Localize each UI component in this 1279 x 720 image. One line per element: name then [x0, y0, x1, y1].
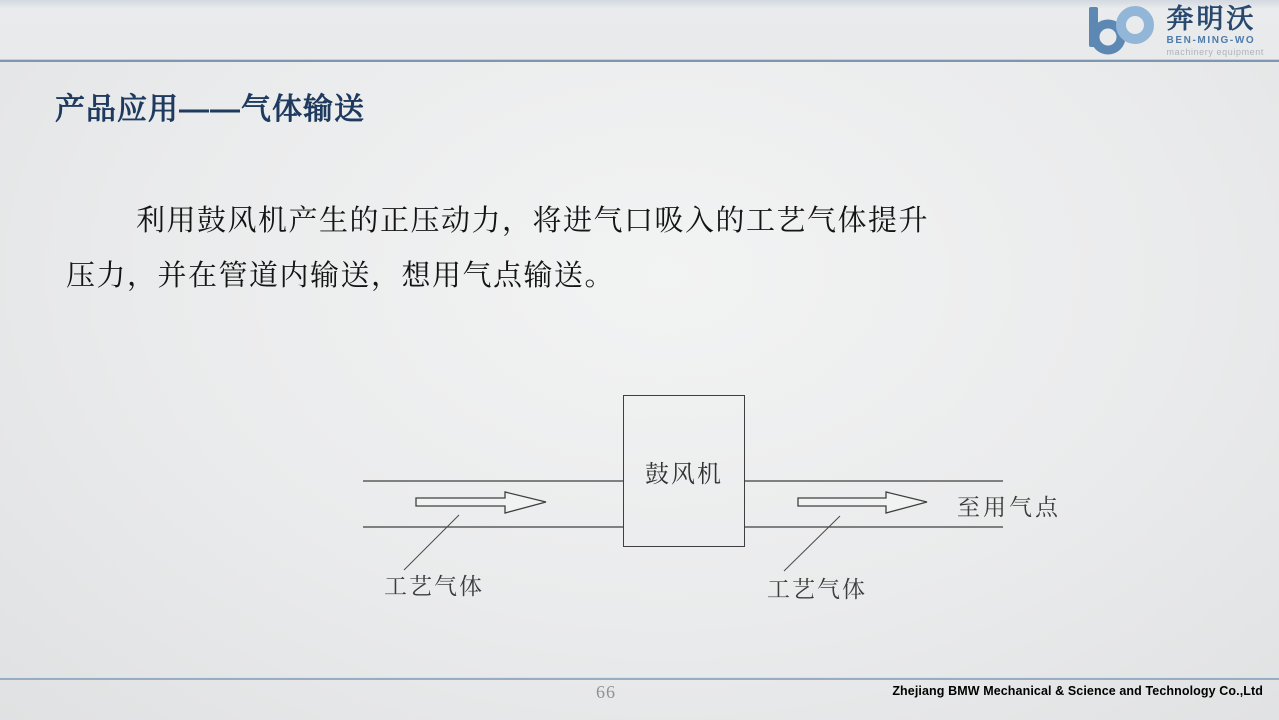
inlet-leader-line — [404, 515, 459, 570]
outlet-leader-line — [784, 516, 840, 571]
outlet-flow-arrow-icon — [798, 492, 927, 513]
logo-company-name-cn: 奔明沃 — [1166, 4, 1257, 34]
logo-text-block — [1167, 4, 1264, 57]
company-logo — [1086, 4, 1264, 58]
page-title: 产品应用——气体输送 — [55, 93, 365, 126]
inlet-gas-label: 工艺气体 — [384, 574, 484, 599]
page-number: 66 — [596, 682, 616, 702]
header-rule — [0, 60, 1279, 62]
inlet-flow-arrow-icon — [416, 492, 546, 513]
company-name: Zhejiang BMW Mechanical & Science and Technology Co.,Ltd — [892, 684, 1263, 698]
footer-rule — [0, 678, 1279, 680]
outlet-gas-label: 工艺气体 — [767, 577, 867, 602]
bo-logo-icon — [1086, 4, 1162, 57]
body-line-1: 利用鼓风机产生的正压动力，将进气口吸入的工艺气体提升 — [136, 205, 930, 237]
blower-box — [623, 395, 745, 547]
blower-label: 鼓风机 — [645, 461, 723, 488]
logo-company-name-en: BEN-MING-WO — [1166, 35, 1256, 47]
destination-label: 至用气点 — [957, 495, 1061, 520]
logo-tagline: machinery equipment — [1166, 47, 1264, 58]
body-paragraph — [66, 200, 1026, 310]
body-line-2: 压力，并在管道内输送，想用气点输送。 — [66, 260, 616, 292]
diagram-lines — [340, 380, 1080, 625]
